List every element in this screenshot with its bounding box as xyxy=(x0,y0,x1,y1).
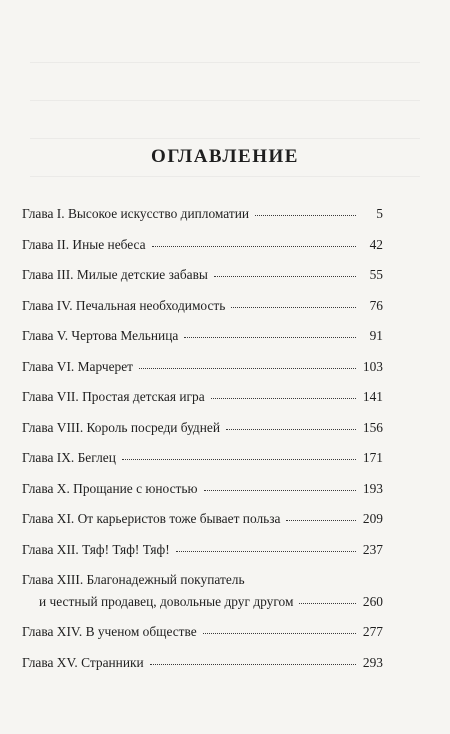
toc-entry-title: Глава X. Прощание с юностью xyxy=(22,480,198,496)
toc-entry-title: Глава V. Чертова Мельница xyxy=(22,328,179,343)
toc-entry-11 xyxy=(22,511,383,542)
toc-entry-1 xyxy=(22,206,383,237)
toc-entry-page: 55 xyxy=(369,267,383,282)
table-of-contents xyxy=(22,206,383,685)
dot-leader xyxy=(255,214,356,216)
toc-entry-title: Глава II. Иные небеса xyxy=(22,236,146,252)
toc-entry-7 xyxy=(22,389,383,420)
toc-entry-6 xyxy=(22,359,383,390)
toc-entry-page: 193 xyxy=(362,480,383,496)
toc-entry-page: 103 xyxy=(362,358,383,374)
toc-entry-9 xyxy=(22,450,383,481)
toc-entry-page: 141 xyxy=(362,389,383,404)
dot-leader xyxy=(176,550,356,552)
toc-entry-title: Глава XIV. В ученом обществе xyxy=(22,624,197,639)
toc-entry-5 xyxy=(22,328,383,359)
toc-entry-4 xyxy=(22,298,383,329)
dot-leader xyxy=(214,275,356,277)
toc-entry-page: 237 xyxy=(362,541,383,557)
toc-entry-title: Глава XII. Тяф! Тяф! Тяф! xyxy=(22,541,170,557)
toc-entry-title: Глава VII. Простая детская игра xyxy=(22,389,205,404)
toc-entry-page: 209 xyxy=(362,511,383,526)
dot-leader xyxy=(139,367,356,369)
toc-entry-title: Глава VIII. Король посреди будней xyxy=(22,419,221,435)
toc-entry-12 xyxy=(22,542,383,573)
dot-leader xyxy=(286,519,356,521)
dot-leader xyxy=(204,489,357,491)
toc-entry-page: 277 xyxy=(362,624,383,639)
toc-entry-title: Глава IV. Печальная необходимость xyxy=(22,297,226,313)
toc-entry-title: Глава VI. Марчерет xyxy=(22,358,134,374)
dot-leader xyxy=(152,245,356,247)
toc-entry-15 xyxy=(22,655,383,686)
toc-entry-title: Глава IX. Беглец xyxy=(22,450,116,465)
toc-entry-10 xyxy=(22,481,383,512)
toc-entry-3 xyxy=(22,267,383,298)
dot-leader xyxy=(231,306,356,308)
toc-entry-page: 171 xyxy=(362,450,383,465)
toc-entry-title: Глава XV. Странники xyxy=(22,654,144,670)
toc-entry-title: Глава I. Высокое искусство дипломатии xyxy=(22,206,250,221)
dot-leader xyxy=(150,663,356,665)
toc-entry-page: 91 xyxy=(369,328,383,343)
dot-leader xyxy=(184,336,356,338)
page-title: ОГЛАВЛЕНИЕ xyxy=(151,146,299,167)
toc-entry-13 xyxy=(22,572,383,624)
toc-entry-title-continuation: и честный продавец, довольные друг другом xyxy=(39,594,294,609)
dot-leader xyxy=(122,458,356,460)
dot-leader xyxy=(211,397,356,399)
toc-entry-14 xyxy=(22,624,383,655)
dot-leader xyxy=(203,632,356,634)
toc-entry-2 xyxy=(22,237,383,268)
toc-entry-8 xyxy=(22,420,383,451)
toc-entry-page: 293 xyxy=(362,654,383,670)
toc-entry-page: 260 xyxy=(362,594,383,609)
dot-leader xyxy=(226,428,356,430)
toc-entry-page: 76 xyxy=(369,297,383,313)
toc-entry-title: Глава XIII. Благонадежный покупатель xyxy=(22,572,245,587)
toc-entry-title: Глава XI. От карьеристов тоже бывает польза xyxy=(22,511,281,526)
toc-entry-page: 156 xyxy=(362,419,383,435)
dot-leader xyxy=(299,602,356,604)
toc-entry-title: Глава III. Милые детские забавы xyxy=(22,267,208,282)
toc-entry-page: 5 xyxy=(376,206,383,221)
toc-entry-page: 42 xyxy=(369,236,383,252)
